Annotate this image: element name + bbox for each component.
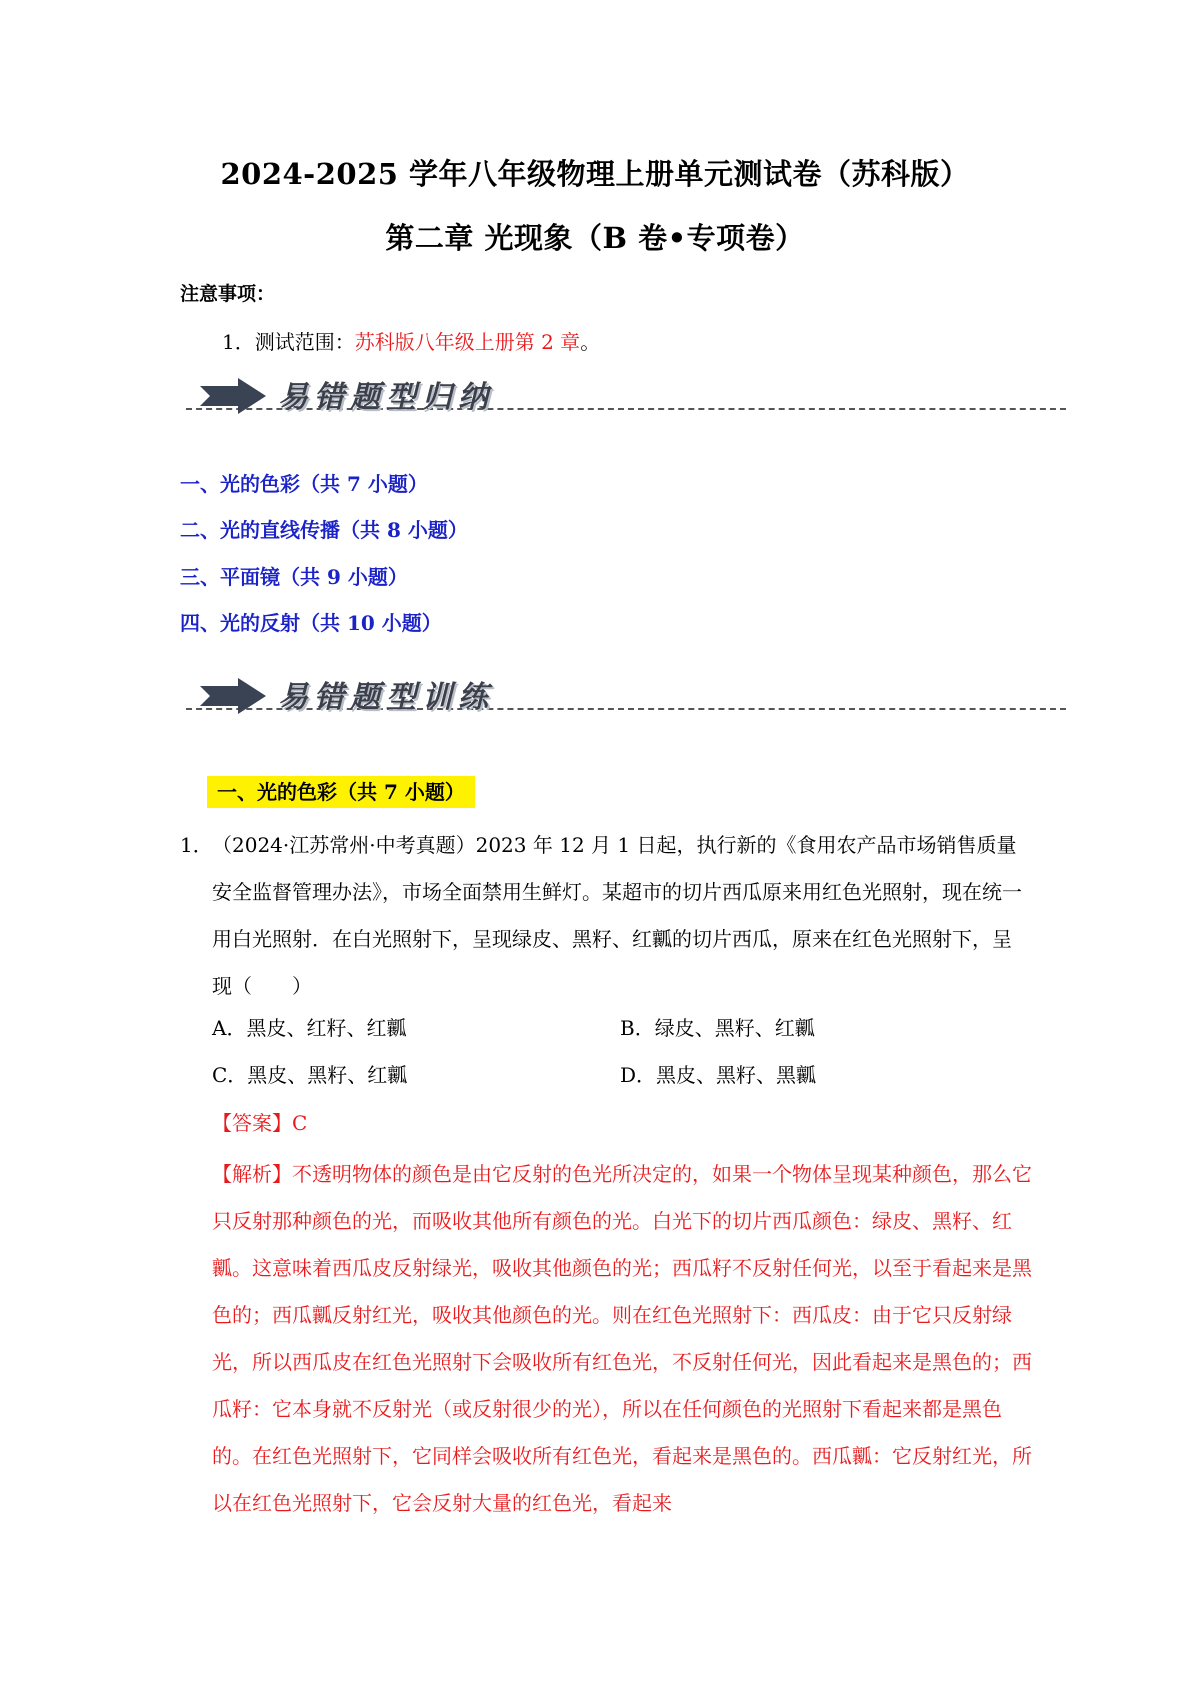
training-banner-title: 易错题型训练 — [278, 680, 494, 715]
toc-item-4[interactable]: 四、光的反射（共 10 小题） — [180, 611, 442, 635]
notice-item-prefix: 1．测试范围： — [222, 330, 355, 354]
toc-item-3[interactable]: 三、平面镜（共 9 小题） — [180, 565, 408, 589]
answer: 【答案】C — [212, 1111, 308, 1135]
notice-item-scope: 苏科版八年级上册第 2 章 — [354, 330, 581, 354]
option-b[interactable]: B．绿皮、黑籽、红瓤 — [620, 1016, 815, 1040]
notice-item — [222, 326, 600, 355]
summary-banner-title: 易错题型归纳 — [278, 380, 494, 415]
page-title: 2024-2025 学年八年级物理上册单元测试卷（苏科版） — [220, 157, 970, 191]
arrow-right-icon — [200, 678, 266, 714]
toc-item-2[interactable]: 二、光的直线传播（共 8 小题） — [180, 518, 468, 542]
page-subtitle: 第二章 光现象（B 卷•专项卷） — [385, 221, 805, 255]
notice-item-suffix: 。 — [580, 330, 601, 354]
analysis-label: 【解析】 — [212, 1162, 292, 1186]
training-banner — [186, 670, 1066, 730]
option-c[interactable]: C．黑皮、黑籽、红瓤 — [212, 1063, 408, 1087]
toc-item-1[interactable]: 一、光的色彩（共 7 小题） — [180, 472, 428, 496]
option-d[interactable]: D．黑皮、黑籽、黑瓤 — [620, 1063, 817, 1087]
analysis — [212, 1151, 1032, 1527]
analysis-text: 不透明物体的颜色是由它反射的色光所决定的，如果一个物体呈现某种颜色，那么它只反射那种颜色的光，而吸收其他所有颜色的光。白光下的切片西瓜颜色：绿皮、黑籽、红瓤。这意味着西瓜皮反射绿光，吸收其他颜色的光；西瓜籽不反射任何光，以至于看起来是黑色的；西瓜瓤反射红光，吸收其他颜色的光。则在红色光照射下：西瓜皮：由于它只反射绿光，所以西瓜皮在红色光照射下会吸收所有红色光，不反射任何光，因此看起来是黑色的；西瓜籽：它本身就不反射光（或反射很少的光），所以在任何颜色的光照射下看起来都是黑色的。在红色光照射下，它同样会吸收所有红色光，看起来是黑色的。西瓜瓤：它反射红光，所以在红色光照射下，它会反射大量的红色光，看起来 — [212, 1162, 1032, 1515]
option-a[interactable]: A．黑皮、红籽、红瓤 — [212, 1016, 407, 1040]
section-label: 一、光的色彩（共 7 小题） — [207, 776, 475, 808]
summary-banner — [186, 370, 1066, 430]
notice-heading: 注意事项： — [180, 283, 276, 305]
arrow-right-icon — [200, 378, 266, 414]
question-number: 1． — [180, 833, 213, 857]
question-1 — [180, 822, 1030, 1010]
question-text: （2024·江苏常州·中考真题）2023 年 12 月 1 日起，执行新的《食用农产品市场销售质量安全监督管理办法》，市场全面禁用生鲜灯。某超市的切片西瓜原来用红色光照射，现在统一用白光照射．在白光照射下，呈现绿皮、黑籽、红瓤的切片西瓜，原来在红色光照射下，呈现（ ） — [212, 833, 1022, 998]
